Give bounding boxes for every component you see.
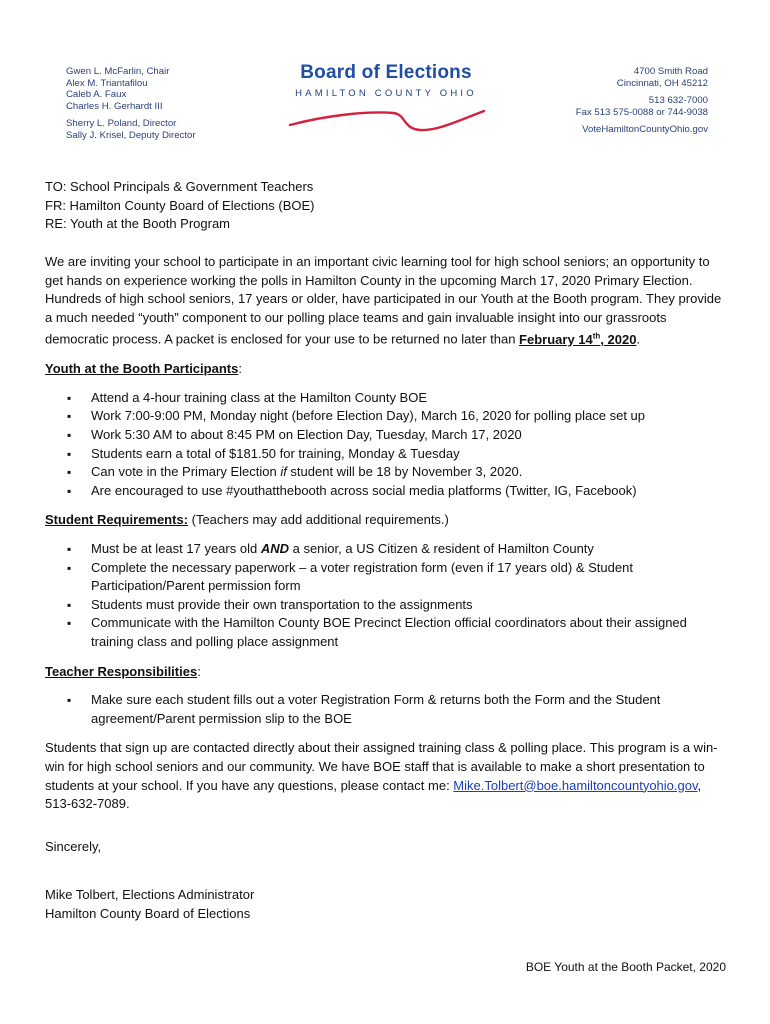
memo-to: TO: School Principals & Government Teachers (45, 179, 314, 194)
phone-line: 513 632-7000 (648, 95, 708, 107)
signer-name: Mike Tolbert, Elections Administrator (45, 887, 255, 903)
fax-line: Fax 513 575-0088 or 744-9038 (575, 106, 708, 118)
list-item: ▪ Work 5:30 AM to about 8:45 PM on Election Day, Tuesday, March 17, 2020 (67, 426, 729, 445)
list-item: ▪ Complete the necessary paperwork – a voter registration form (even if 17 years old) & Student Participation/Parent permission form (67, 559, 729, 596)
contact-block (576, 66, 708, 136)
contact-email-link[interactable]: Mike.Tolbert@boe.hamiltoncountyohio.gov (453, 777, 698, 793)
board-of-elections-logo (286, 62, 486, 99)
staff-member: Sherry L. Poland, Director (66, 118, 177, 130)
staff-member: Sally J. Krisel, Deputy Director (66, 129, 196, 141)
memo-header (45, 178, 315, 234)
list-item: ▪ Attend a 4-hour training class at the Hamilton County BOE (67, 389, 729, 408)
logo-swoosh-icon (288, 103, 488, 135)
board-member: Alex M. Triantafilou (66, 77, 148, 89)
participants-heading: Youth at the Booth Participants: (45, 361, 242, 377)
memo-re: RE: Youth at the Booth Program (45, 216, 231, 232)
board-member: Charles H. Gerhardt III (66, 100, 163, 112)
list-item: ▪ Are encouraged to use #youthatthebooth across social media platforms (Twitter, IG, Facebook) (67, 482, 729, 501)
board-member: Gwen L. McFarlin, Chair (66, 66, 170, 77)
deadline: February 14th, 2020 (519, 331, 637, 347)
closing-paragraph: Students that sign up are contacted directly about their assigned training class & polling place. This program is a win-win for high school seniors and our community. We have BOE staff that is available to make a short presentation to students at your school. If you have any questions, please contact me: Mike.Tolbert@boe.hamiltoncountyohio.gov, 513-632-7089. (45, 740, 718, 812)
list-item: ▪ Make sure each student fills out a voter Registration Form & returns both the Form and the Student agreement/Parent permission slip to the BOE (67, 691, 729, 728)
logo-title: Board of Elections (300, 62, 472, 83)
letter-body (45, 253, 729, 924)
signer-org: Hamilton County Board of Elections (45, 905, 251, 921)
teacher-list (45, 691, 729, 728)
list-item: ▪ Students must provide their own transportation to the assignments (67, 596, 729, 615)
list-item: ▪ Work 7:00-9:00 PM, Monday night (before Election Day), March 16, 2020 for polling place set up (67, 407, 729, 426)
teacher-heading: Teacher Responsibilities: (45, 663, 201, 679)
sincerely: Sincerely, (45, 838, 102, 854)
list-item: ▪ Must be at least 17 years old AND a senior, a US Citizen & resident of Hamilton County (67, 540, 729, 559)
address-line: Cincinnati, OH 45212 (616, 77, 708, 89)
page-footer: BOE Youth at the Booth Packet, 2020 (525, 960, 726, 974)
board-member: Caleb A. Faux (66, 89, 127, 101)
logo-subtitle: HAMILTON COUNTY OHIO (295, 88, 477, 99)
address-line: 4700 Smith Road (633, 66, 708, 77)
list-item: ▪ Students earn a total of $181.50 for training, Monday & Tuesday (67, 445, 729, 464)
list-item: ▪ Communicate with the Hamilton County BOE Precinct Election official coordinators about their assigned training class and polling place assignment (67, 614, 729, 651)
intro-paragraph: We are inviting your school to participate in an important civic learning tool for high school seniors; an opportunity to get hands on experience working the polls in Hamilton County in the upcoming March 17, 2020 Primary Election. Hundreds of high school seniors, 17 years or older, have participated in our Youth at the Booth program. They provide a much needed “youth” component to our polling place teams and gain invaluable insight into our grassroots democratic process. A packet is enclosed for your use to be returned no later than February 14th, 2020. (45, 254, 722, 347)
requirements-list (45, 540, 729, 652)
requirements-heading: Student Requirements: (Teachers may add additional requirements.) (45, 512, 449, 528)
website: VoteHamiltonCountyOhio.gov (582, 124, 708, 136)
board-members-block (66, 66, 196, 142)
participants-list (45, 389, 729, 501)
memo-from: FR: Hamilton County Board of Elections (BOE) (45, 197, 315, 213)
list-item: ▪ Can vote in the Primary Election if student will be 18 by November 3, 2020. (67, 463, 729, 482)
